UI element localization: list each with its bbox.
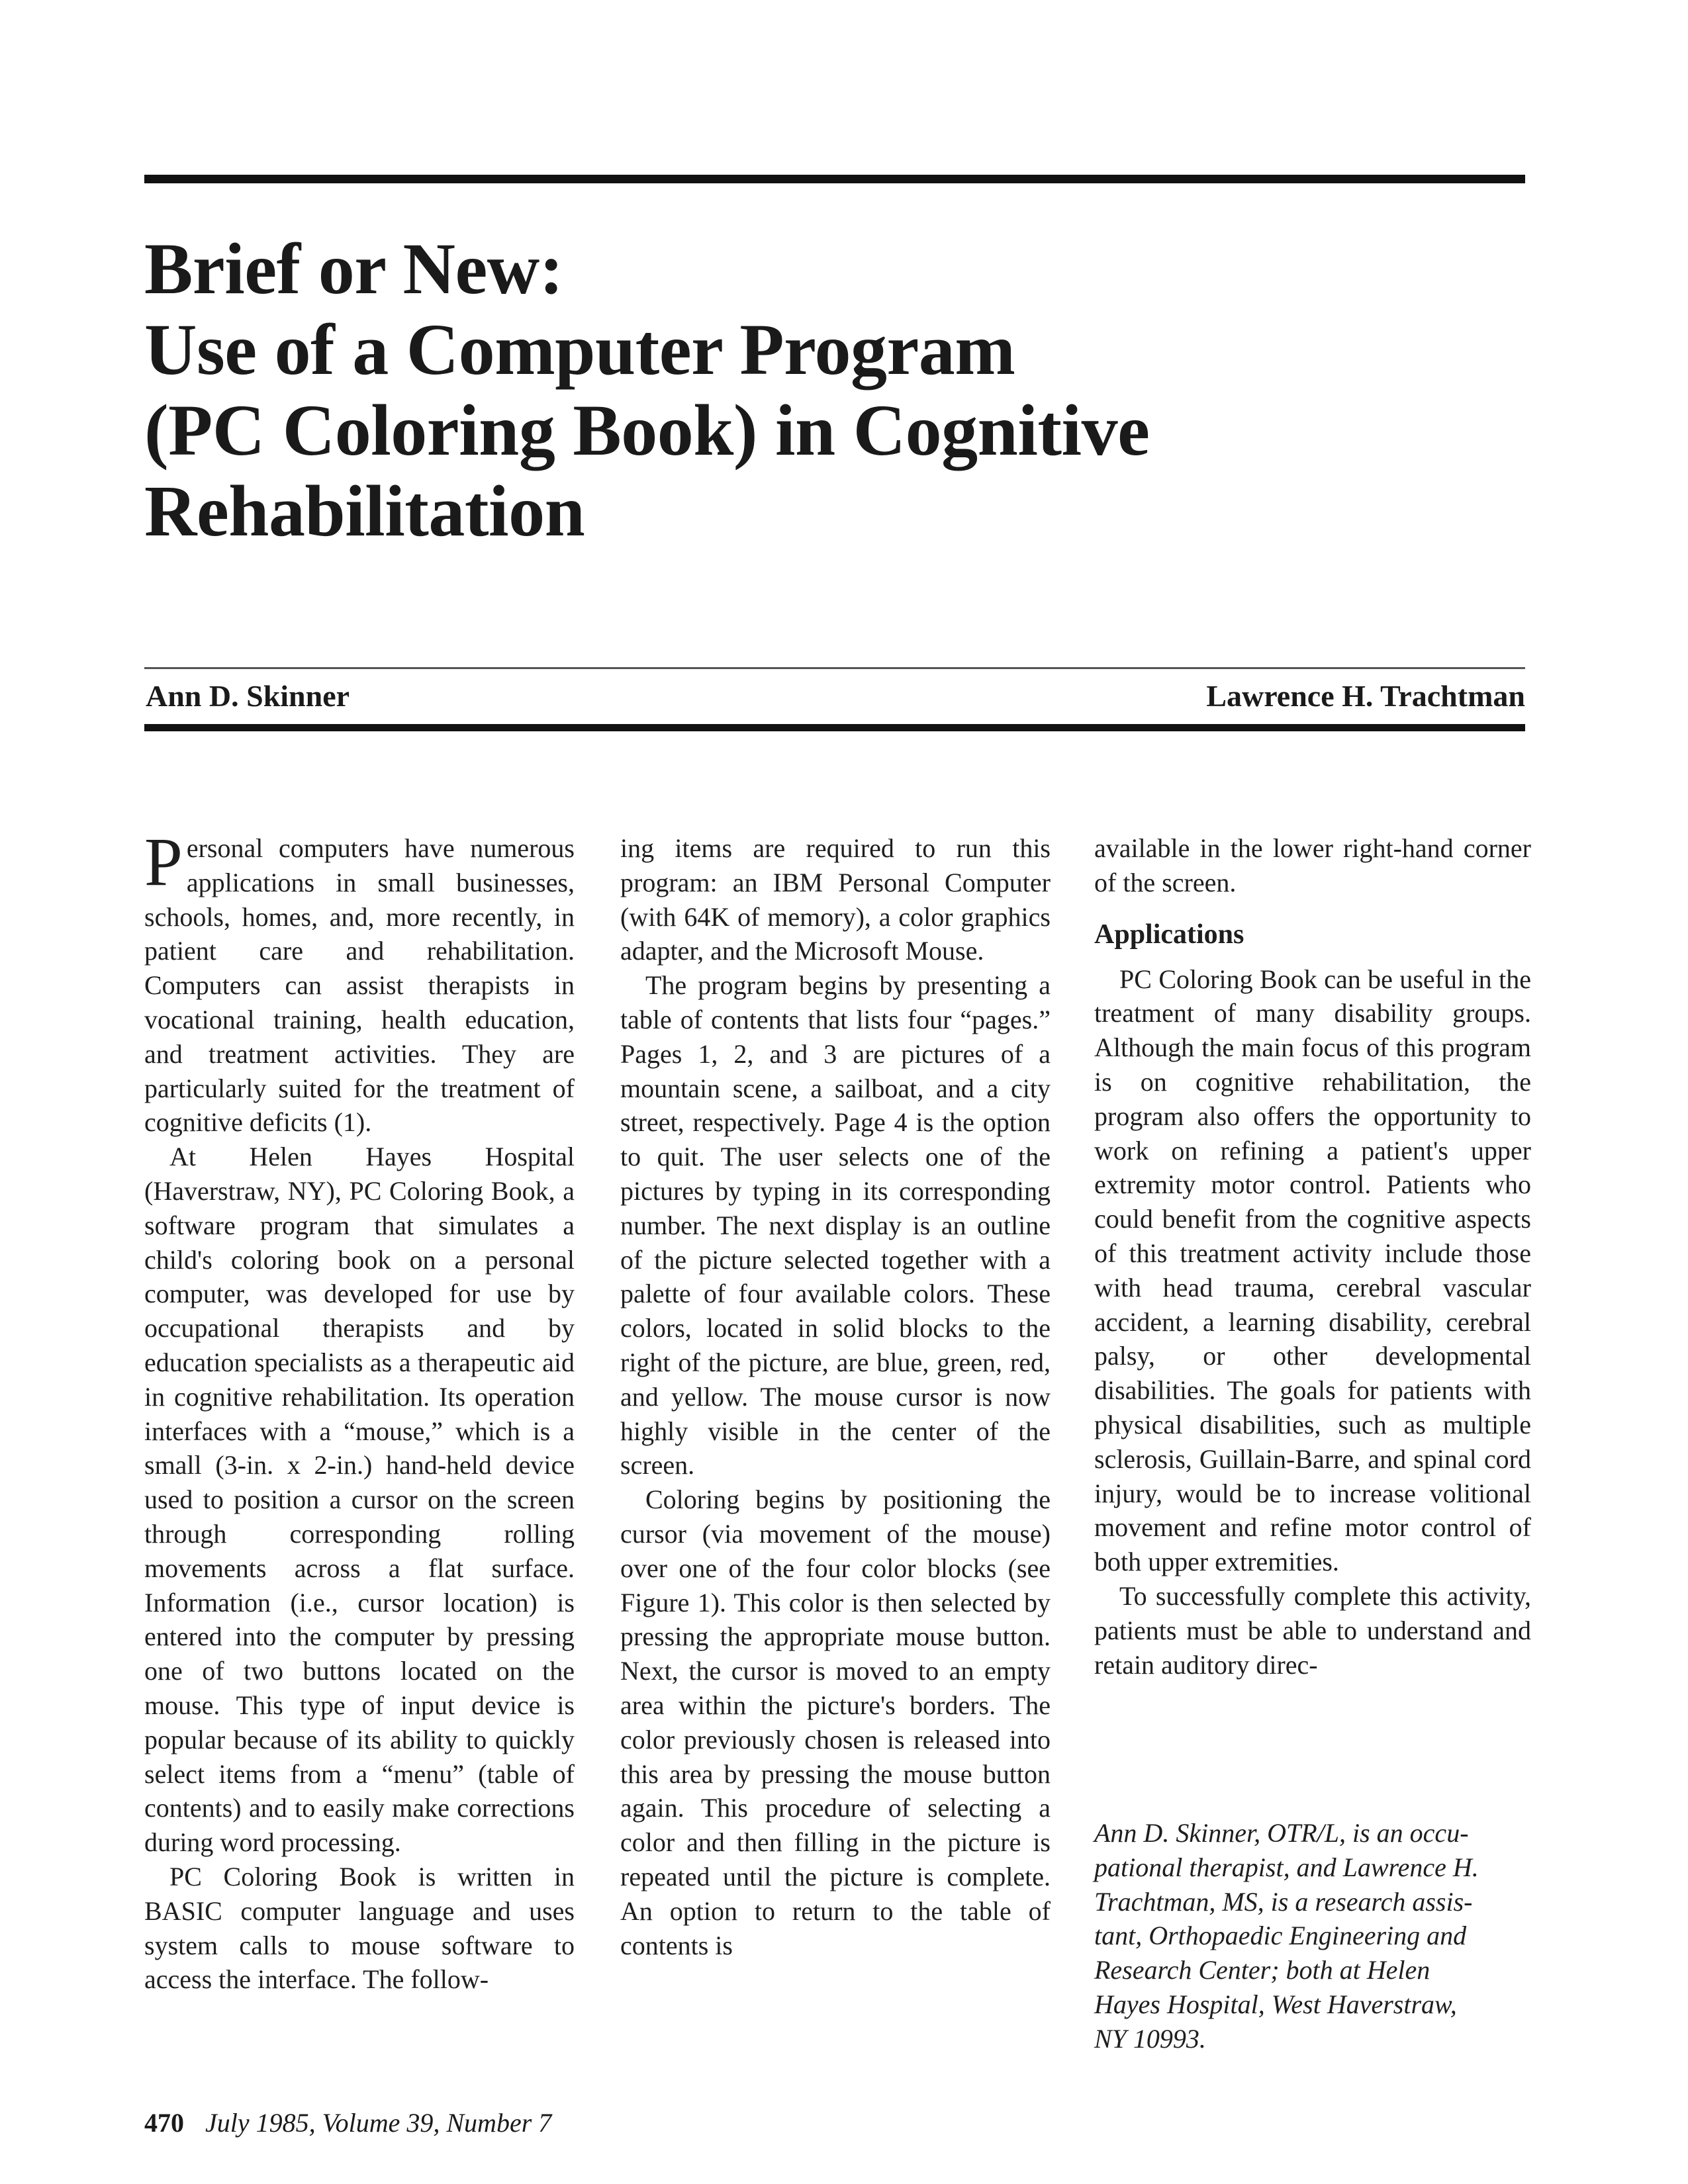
article-title xyxy=(144,228,1525,551)
paragraph: PC Coloring Book can be useful in the treatment of many disability groups. Although the main focus of this program is on cognitive rehabilitation, the program also offers the opportunity to work on refining a patient's upper extremity motor control. Patients who could benefit from the cognitive aspects of this treatment activity include those with head trauma, cerebral vascular accident, a learning disability, cerebral palsy, or other developmental disabilities. The goals for patients with physical disabilities, such as multiple sclerosis, Guillain-Barre, and spinal cord injury, would be to increase volitional movement and refine motor control of both upper extremities. xyxy=(1094,964,1531,1577)
top-rule xyxy=(144,175,1525,183)
note-line: Ann D. Skinner, OTR/L, is an occu- xyxy=(1094,1818,1469,1848)
paragraph: PC Coloring Book is written in BASIC computer language and uses system calls to mouse software to access the interface. The follow- xyxy=(144,1861,575,1995)
title-line: Brief or New: xyxy=(144,228,563,309)
paragraph: ing items are required to run this program: an IBM Personal Computer (with 64K of memory), a color graphics adapter, and the Microsoft Mouse. xyxy=(620,833,1051,966)
author-rule-bottom xyxy=(144,724,1525,731)
title-line: Rehabilitation xyxy=(144,471,585,551)
title-line: Use of a Computer Program xyxy=(144,309,1015,390)
paragraph-text: ersonal computers have numerous applications in small businesses, schools, homes, and, more recently, in patient care and rehabilitation. Computers can assist therapists in vocational training, health education, and treatment activities. They are particularly suited for the treatment of cognitive deficits (1). xyxy=(144,833,575,1138)
drop-cap: P xyxy=(144,824,183,900)
text-column-2 xyxy=(620,831,1051,1962)
title-line: (PC Coloring Book) in Cognitive xyxy=(144,390,1150,471)
paragraph xyxy=(144,824,575,1140)
note-line: tant, Orthopaedic Engineering and xyxy=(1094,1921,1467,1951)
page-footer xyxy=(144,2106,551,2140)
page-number: 470 xyxy=(144,2108,184,2138)
section-heading-applications: Applications xyxy=(1094,919,1244,950)
note-line: NY 10993. xyxy=(1094,2023,1206,2054)
paragraph: To successfully complete this activity, patients must be able to understand and retain auditory direc- xyxy=(1094,1580,1531,1680)
note-line: Trachtman, MS, is a research assis- xyxy=(1094,1886,1473,1917)
note-line: Hayes Hospital, West Haverstraw, xyxy=(1094,1989,1457,2019)
note-line: Research Center; both at Helen xyxy=(1094,1955,1430,1985)
author-rule-top xyxy=(144,667,1525,669)
paragraph: Coloring begins by positioning the cursor (via movement of the mouse) over one of the four color blocks (see Figure 1). This color is then selected by pressing the appropriate mouse button. Next, the cursor is moved to an empty area within the picture's borders. The color previously chosen is released into this area by pressing the mouse button again. This procedure of selecting a color and then filling in the picture is repeated until the picture is complete. An option to return to the table of contents is xyxy=(620,1484,1051,1960)
author-affiliation-note xyxy=(1094,1816,1531,2056)
paragraph: available in the lower right-hand corner of the screen. xyxy=(1094,833,1531,897)
text-column-1 xyxy=(144,824,575,1997)
text-column-3 xyxy=(1094,831,1531,1682)
note-line: pational therapist, and Lawrence H. xyxy=(1094,1852,1479,1882)
paragraph: The program begins by presenting a table of contents that lists four “pages.” Pages 1, 2, and 3 are pictures of a mountain scene, a sailboat, and a city street, respectively. Page 4 is the option to quit. The user selects one of the pictures by typing in its corresponding number. The next display is an outline of the picture selected together with a palette of four available colors. These colors, located in solid blocks to the right of the picture, are blue, green, red, and yellow. The mouse cursor is now highly visible in the center of the screen. xyxy=(620,970,1051,1480)
author-name-left: Ann D. Skinner xyxy=(146,679,350,713)
paragraph: At Helen Hayes Hospital (Haverstraw, NY), PC Coloring Book, a software program that simulates a child's coloring book on a personal computer, was developed for use by occupational therapists and by education specialists as a therapeutic aid in cognitive rehabilitation. Its operation interfaces with a “mouse,” which is a small (3-in. x 2-in.) hand-held device used to position a cursor on the screen through corresponding rolling movements across a flat surface. Information (i.e., cursor location) is entered into the computer by pressing one of two buttons located on the mouse. This type of input device is popular because of its ability to quickly select items from a “menu” (table of contents) and to easily make corrections during word processing. xyxy=(144,1142,575,1858)
journal-issue: July 1985, Volume 39, Number 7 xyxy=(205,2108,552,2138)
author-name-right: Lawrence H. Trachtman xyxy=(1206,679,1525,713)
